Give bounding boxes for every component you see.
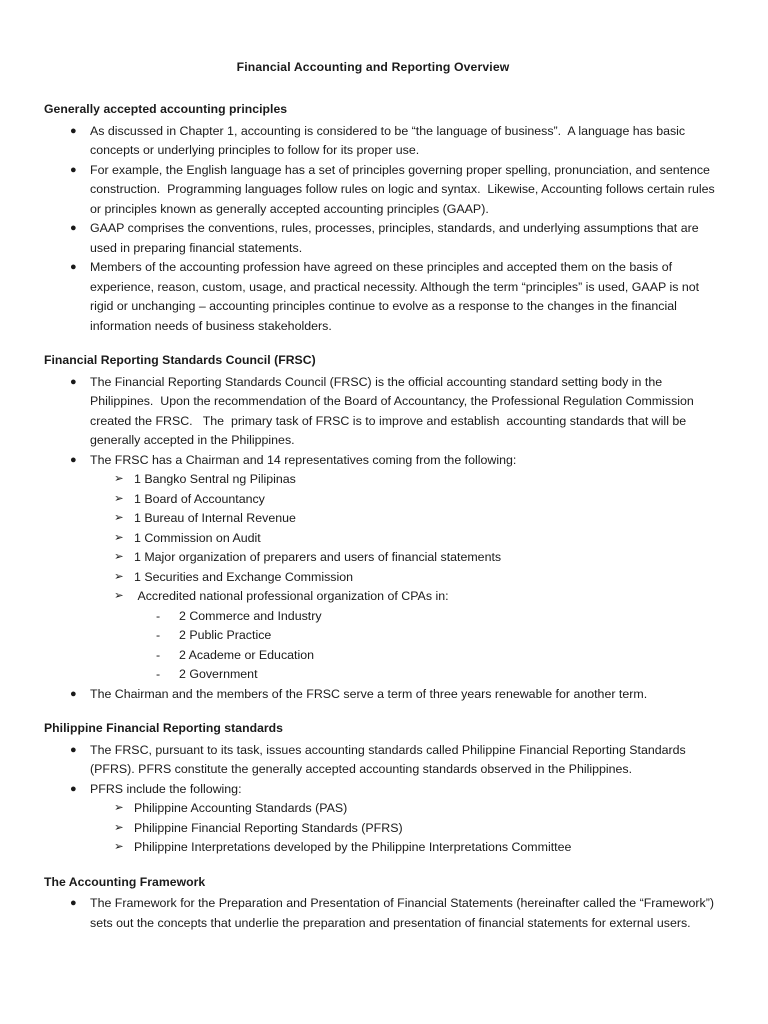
list-item-text: For example, the English language has a set of principles governing proper spelling, pronunciation, and sentence construction. Programming languages follow rules on logic and syntax. Likewise, Accounting follows certain rules or principles known as generally accepted accounting principles (GAAP). <box>90 162 719 216</box>
sub-list-item <box>90 568 720 588</box>
list-item-text: 2 Government <box>179 667 258 681</box>
document-section <box>44 100 720 336</box>
list-item-text: 1 Bureau of Internal Revenue <box>134 511 296 525</box>
bullet-marker-icon: ● <box>70 163 77 176</box>
bullet-list <box>44 741 720 858</box>
sub-list-item <box>90 509 720 529</box>
arrow-marker-icon: ➢ <box>114 841 124 853</box>
dash-marker-icon: - <box>156 628 161 642</box>
list-item-text: As discussed in Chapter 1, accounting is considered to be “the language of business”. A language has basic concepts or underlying principles to follow for its proper use. <box>90 123 689 157</box>
dash-marker-icon: - <box>156 667 161 681</box>
list-item-text: PFRS include the following: <box>90 781 242 796</box>
bullet-list <box>44 894 720 933</box>
sub-sub-list-item <box>134 607 720 627</box>
list-item-text: GAAP comprises the conventions, rules, processes, principles, standards, and underlying assumptions that are used in preparing financial statements. <box>90 221 703 255</box>
list-item <box>44 219 720 258</box>
list-item <box>44 741 720 780</box>
bullet-marker-icon: ● <box>70 222 77 234</box>
list-item-text: Accredited national professional organization of CPAs in: <box>134 589 449 603</box>
list-item-text: The FRSC, pursuant to its task, issues accounting standards called Philippine Financial Reporting Standards (PFRS). PFRS constitute the generally accepted accounting standards observed in the Philippines. <box>90 742 690 776</box>
section-heading: Generally accepted accounting principles <box>44 102 288 116</box>
list-item <box>44 122 720 161</box>
list-item-text: 1 Securities and Exchange Commission <box>134 569 354 584</box>
page-title: Financial Accounting and Reporting Overview <box>236 60 510 74</box>
dash-marker-icon: - <box>156 608 161 623</box>
bullet-list <box>44 373 720 705</box>
list-item <box>44 258 720 336</box>
sub-list-item <box>90 490 720 510</box>
sub-sub-list-item <box>134 626 720 646</box>
list-item-text: The Chairman and the members of the FRSC serve a term of three years renewable for another term. <box>90 686 648 701</box>
list-item-text: Philippine Interpretations developed by the Philippine Interpretations Committee <box>134 840 572 854</box>
nested-list-wrapper <box>90 799 720 858</box>
list-item-text: Philippine Accounting Standards (PAS) <box>134 801 348 815</box>
arrow-marker-icon: ➢ <box>114 590 124 602</box>
sub-bullet-list <box>90 470 720 685</box>
arrow-marker-icon: ➢ <box>114 570 124 583</box>
bullet-marker-icon: ● <box>70 261 77 273</box>
list-item <box>44 161 720 220</box>
arrow-marker-icon: ➢ <box>114 531 124 544</box>
bullet-marker-icon: ● <box>70 375 77 388</box>
arrow-marker-icon: ➢ <box>114 492 124 505</box>
sub-sub-list-item <box>134 665 720 685</box>
arrow-marker-icon: ➢ <box>114 512 124 524</box>
section-heading: Philippine Financial Reporting standards <box>44 721 284 735</box>
arrow-marker-icon: ➢ <box>114 821 124 834</box>
section-heading: The Accounting Framework <box>44 874 206 889</box>
list-item-text: 2 Public Practice <box>179 628 272 642</box>
bullet-marker-icon: ● <box>70 743 77 756</box>
arrow-marker-icon: ➢ <box>114 802 124 814</box>
document-section <box>44 351 720 704</box>
sub-list-item <box>90 529 720 549</box>
list-item-text: 1 Bangko Sentral ng Pilipinas <box>134 472 296 486</box>
sub-sub-bullet-list <box>134 607 720 685</box>
nested-list-wrapper <box>90 470 720 685</box>
bullet-marker-icon: ● <box>70 782 77 795</box>
document-section <box>44 873 720 934</box>
list-item-text: The Financial Reporting Standards Council (FRSC) is the official accounting standard setting body in the Philippines. Upon the recommendation of the Board of Accountancy, the Professional Regulation Commission created the FRSC. The primary task of FRSC is to improve and establish accounting standards that will be generally accepted in the Philippines. <box>90 374 698 447</box>
bullet-marker-icon: ● <box>70 124 77 137</box>
bullet-marker-icon: ● <box>70 453 77 466</box>
sub-list-item <box>90 548 720 568</box>
sub-bullet-list <box>90 799 720 858</box>
dash-marker-icon: - <box>156 647 161 662</box>
document-section <box>44 719 720 858</box>
list-item-text: 1 Major organization of preparers and users of financial statements <box>134 550 502 564</box>
bullet-marker-icon: ● <box>70 897 77 909</box>
sub-sub-list-item <box>134 646 720 666</box>
sub-list-item <box>90 819 720 839</box>
list-item-text: 1 Commission on Audit <box>134 530 261 545</box>
section-heading: Financial Reporting Standards Council (FRSC) <box>44 353 316 367</box>
arrow-marker-icon: ➢ <box>114 551 124 563</box>
bullet-marker-icon: ● <box>70 687 77 700</box>
arrow-marker-icon: ➢ <box>114 473 124 485</box>
list-item <box>44 373 720 451</box>
list-item <box>44 685 720 705</box>
list-item-text: Philippine Financial Reporting Standards (PFRS) <box>134 820 403 835</box>
list-item <box>44 451 720 685</box>
bullet-list <box>44 122 720 337</box>
list-item-text: 2 Commerce and Industry <box>179 608 322 623</box>
list-item-text: Members of the accounting profession have agreed on these principles and accepted them on the basis of experience, reason, custom, usage, and practical necessity. Although the term “principles” is used, GAAP is not rigid or unchanging – accounting principles continue to evolve as a response to the changes in the financial information needs of business stakeholders. <box>90 260 703 333</box>
list-item-text: The Framework for the Preparation and Presentation of Financial Statements (hereinafter called the “Framework”) sets out the concepts that underlie the preparation and presentation of financial statements for external users. <box>90 896 718 930</box>
document-body <box>44 100 720 933</box>
sub-list-item <box>90 799 720 819</box>
list-item-text: 2 Academe or Education <box>179 647 315 662</box>
sub-list-item <box>90 470 720 490</box>
list-item <box>44 894 720 933</box>
sub-list-item <box>90 838 720 858</box>
sub-list-item <box>90 587 720 685</box>
list-item-text: 1 Board of Accountancy <box>134 491 265 506</box>
list-item-text: The FRSC has a Chairman and 14 representatives coming from the following: <box>90 452 517 467</box>
list-item <box>44 780 720 858</box>
